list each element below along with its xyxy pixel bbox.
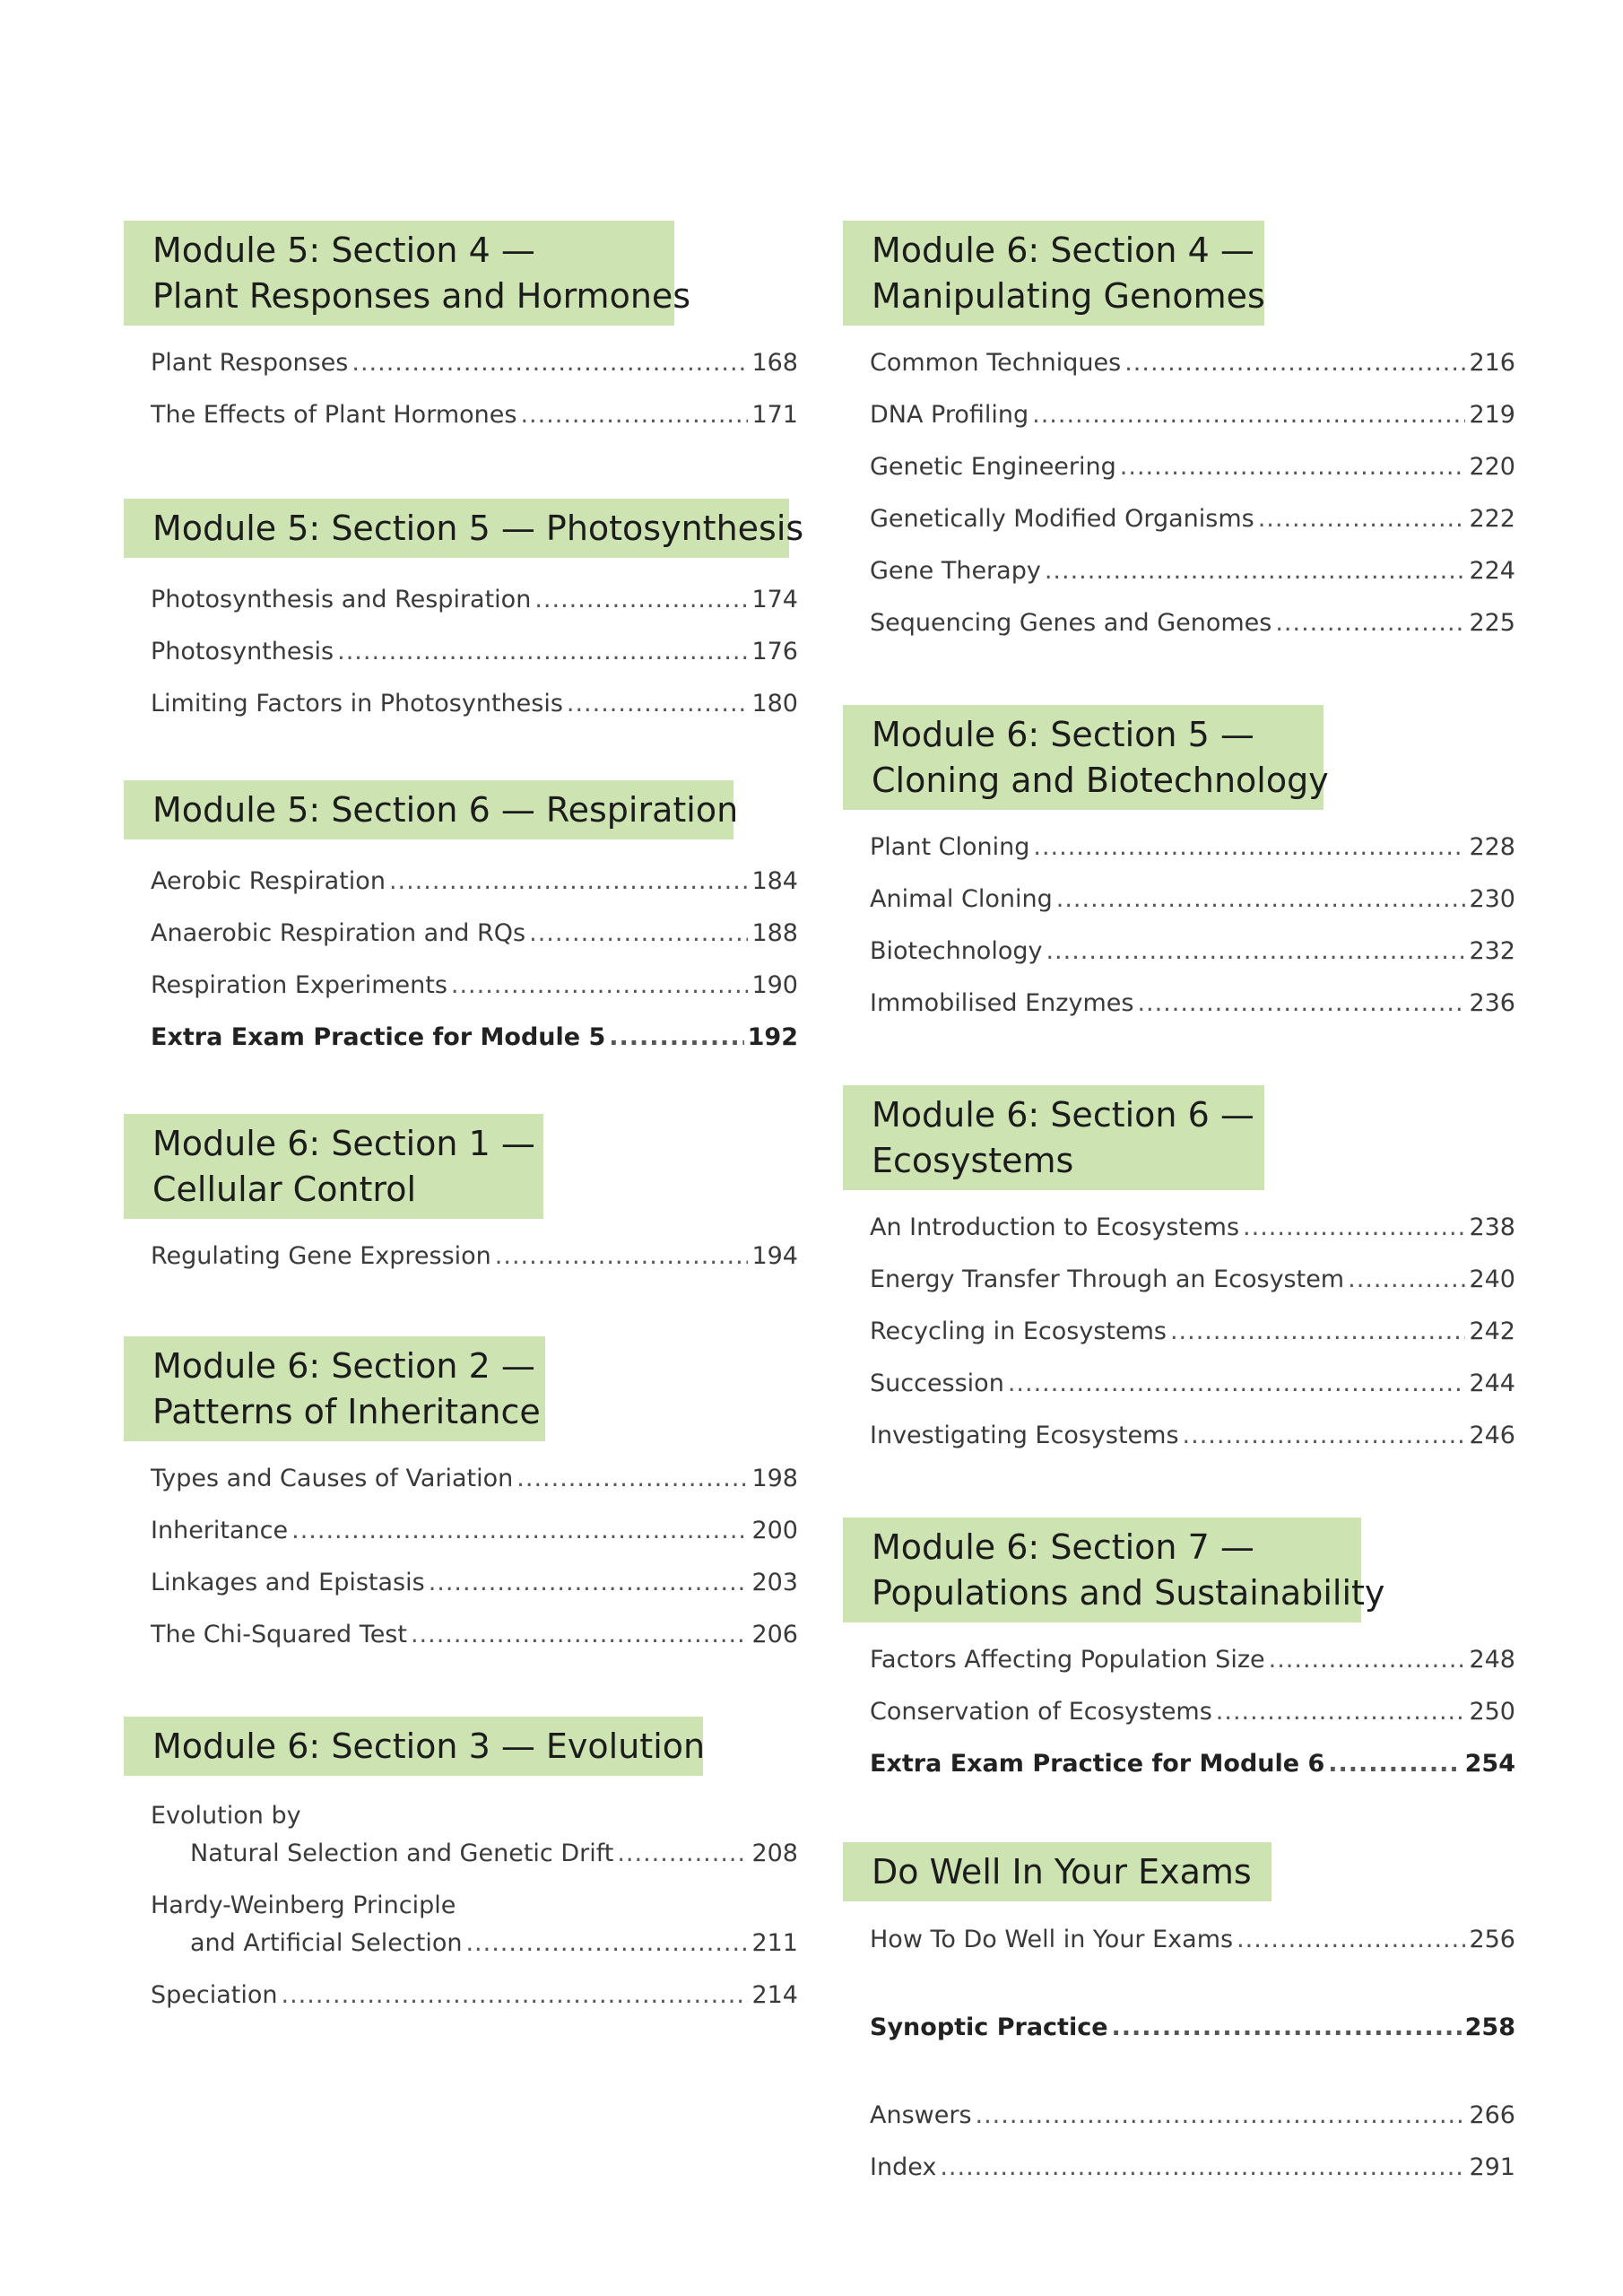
- entry-title: Immobilised Enzymes: [870, 989, 1134, 1017]
- entry-title: Types and Causes of Variation: [151, 1465, 514, 1492]
- toc-entry-chi-squared-test[interactable]: [151, 1616, 798, 1654]
- dot-leader: [1348, 1261, 1465, 1299]
- entry-page: 258: [1464, 2013, 1515, 2041]
- entry-page: 216: [1469, 349, 1515, 377]
- entry-page: 222: [1469, 505, 1515, 533]
- toc-entry-types-and-causes-of-variation[interactable]: [151, 1460, 798, 1498]
- section-header-line1: Module 5: Section 6 — Respiration: [152, 790, 739, 830]
- toc-entry-recycling-in-ecosystems[interactable]: [870, 1313, 1515, 1351]
- entry-title: Recycling in Ecosystems: [870, 1318, 1167, 1345]
- dot-leader: [1170, 1313, 1465, 1351]
- entry-title: Anaerobic Respiration and RQs: [151, 919, 526, 947]
- toc-entry-dna-profiling[interactable]: [870, 396, 1515, 434]
- dot-leader: [1056, 881, 1466, 918]
- section-header-do-well: [843, 1842, 1271, 1901]
- entry-page: 214: [751, 1981, 798, 2009]
- entry-title: Plant Cloning: [870, 833, 1030, 861]
- toc-entry-sequencing-genes[interactable]: [870, 604, 1515, 642]
- dot-leader: [1124, 344, 1465, 382]
- dot-leader: [1046, 933, 1465, 970]
- entry-page: 206: [751, 1621, 798, 1648]
- toc-entry-index[interactable]: [870, 2149, 1515, 2187]
- section-header-line2: Plant Responses and Hormones: [152, 276, 691, 316]
- entry-title: Answers: [870, 2101, 972, 2129]
- section-header-line2: Populations and Sustainability: [872, 1573, 1385, 1613]
- section-header-line2: Manipulating Genomes: [872, 276, 1265, 316]
- entry-page: 198: [751, 1465, 798, 1492]
- toc-entry-effects-of-plant-hormones[interactable]: [151, 396, 798, 434]
- section-header-m6s1: [124, 1114, 543, 1219]
- entry-page: 254: [1464, 1750, 1515, 1778]
- entry-title: Speciation: [151, 1981, 278, 2009]
- dot-leader: [529, 915, 748, 952]
- dot-leader: [1243, 1209, 1465, 1247]
- entry-title: Common Techniques: [870, 349, 1122, 377]
- entry-page: 242: [1469, 1318, 1515, 1345]
- entry-title: Extra Exam Practice for Module 6: [870, 1750, 1325, 1778]
- dot-leader: [609, 1019, 743, 1057]
- section-header-line1: Module 5: Section 4 —: [152, 230, 535, 270]
- toc-entry-photosynthesis-and-respiration[interactable]: [151, 581, 798, 619]
- entry-title: Limiting Factors in Photosynthesis: [151, 690, 563, 718]
- toc-entry-biotechnology[interactable]: [870, 933, 1515, 970]
- dot-leader: [520, 396, 748, 434]
- entry-page: 228: [1469, 833, 1515, 861]
- entry-title: Regulating Gene Expression: [151, 1242, 491, 1270]
- entry-page: 200: [751, 1517, 798, 1544]
- toc-entry-hardy-weinberg[interactable]: [151, 1887, 798, 1962]
- entry-title: DNA Profiling: [870, 401, 1029, 429]
- entry-title: The Effects of Plant Hormones: [151, 401, 517, 429]
- entry-title: Factors Affecting Population Size: [870, 1646, 1265, 1674]
- toc-entry-inheritance[interactable]: [151, 1512, 798, 1550]
- toc-entry-gm-organisms[interactable]: [870, 500, 1515, 538]
- section-header-line1: Module 6: Section 1 —: [152, 1124, 535, 1163]
- entry-title: The Chi-Squared Test: [151, 1621, 407, 1648]
- section-header-m6s4: [843, 221, 1264, 326]
- section-header-line1: Module 6: Section 6 —: [872, 1095, 1254, 1135]
- dot-leader: [429, 1564, 749, 1602]
- entry-title: Linkages and Epistasis: [151, 1569, 425, 1596]
- section-header-m6s7: [843, 1518, 1385, 1622]
- entry-page: 238: [1469, 1213, 1515, 1241]
- entry-title: Biotechnology: [870, 937, 1043, 965]
- entry-page: 188: [751, 919, 798, 947]
- entry-page: 232: [1469, 937, 1515, 965]
- dot-leader: [1032, 396, 1465, 434]
- entry-title: Animal Cloning: [870, 885, 1053, 913]
- entry-page: 230: [1469, 885, 1515, 913]
- dot-leader: [1216, 1693, 1466, 1731]
- dot-leader: [291, 1512, 748, 1550]
- entry-page: 244: [1469, 1370, 1515, 1397]
- toc-entry-gene-therapy[interactable]: [870, 552, 1515, 590]
- dot-leader: [1112, 2009, 1462, 2047]
- dot-leader: [617, 1835, 748, 1873]
- entry-title-line1: Hardy-Weinberg Principle: [151, 1892, 456, 1919]
- entry-page: 225: [1469, 609, 1515, 637]
- dot-leader: [1269, 1641, 1466, 1679]
- entry-page: 208: [751, 1839, 798, 1867]
- toc-entry-investigating-ecosystems[interactable]: [870, 1417, 1515, 1455]
- entry-title: Genetic Engineering: [870, 453, 1116, 481]
- entry-title: Genetically Modified Organisms: [870, 505, 1254, 533]
- dot-leader: [1183, 1417, 1466, 1455]
- section-header-line1: Do Well In Your Exams: [872, 1852, 1252, 1892]
- entry-page: 180: [751, 690, 798, 718]
- dot-leader: [1137, 985, 1465, 1022]
- toc-entry-regulating-gene-expression[interactable]: [151, 1238, 798, 1275]
- dot-leader: [495, 1238, 749, 1275]
- section-header-m5s6: [124, 780, 739, 839]
- section-header-line1: Module 6: Section 4 —: [872, 230, 1254, 270]
- section-header-m6s2: [124, 1336, 545, 1441]
- toc-entry-linkages-and-epistasis[interactable]: [151, 1564, 798, 1602]
- entry-title: Respiration Experiments: [151, 971, 447, 999]
- entry-page: 184: [751, 867, 798, 895]
- toc-entry-photosynthesis[interactable]: [151, 633, 798, 671]
- dot-leader: [1237, 1921, 1465, 1959]
- dot-leader: [516, 1460, 748, 1498]
- entry-title: Conservation of Ecosystems: [870, 1698, 1212, 1726]
- toc-entry-extra-exam-practice-m6[interactable]: [870, 1745, 1515, 1783]
- entry-page: 291: [1469, 2153, 1515, 2181]
- toc-entry-energy-transfer[interactable]: [870, 1261, 1515, 1299]
- entry-page: 250: [1469, 1698, 1515, 1726]
- toc-entry-plant-responses[interactable]: [151, 344, 798, 382]
- entry-page: 236: [1469, 989, 1515, 1017]
- dot-leader: [1328, 1745, 1461, 1783]
- entry-title: Index: [870, 2153, 937, 2181]
- entry-page: 174: [751, 586, 798, 613]
- dot-leader: [534, 581, 748, 619]
- section-header-m6s5: [843, 705, 1329, 810]
- toc-entry-succession[interactable]: [870, 1365, 1515, 1403]
- toc-entry-animal-cloning[interactable]: [870, 881, 1515, 918]
- section-header-line2: Ecosystems: [872, 1141, 1074, 1180]
- entry-page: 168: [751, 349, 798, 377]
- dot-leader: [1008, 1365, 1466, 1403]
- entry-page: 248: [1469, 1646, 1515, 1674]
- dot-leader: [1033, 829, 1465, 866]
- section-header-line1: Module 6: Section 2 —: [152, 1346, 535, 1386]
- entry-title: Plant Responses: [151, 349, 349, 377]
- toc-entry-evolution-by-natural-selection[interactable]: [151, 1797, 798, 1873]
- dot-leader: [352, 344, 748, 382]
- entry-page: 176: [751, 638, 798, 665]
- entry-page: 203: [751, 1569, 798, 1596]
- dot-leader: [976, 2097, 1466, 2135]
- section-header-line1: Module 6: Section 7 —: [872, 1527, 1254, 1567]
- toc-entry-factors-affecting-population[interactable]: [870, 1641, 1515, 1679]
- dot-leader: [940, 2149, 1465, 2187]
- dot-leader: [1258, 500, 1466, 538]
- entry-title: Succession: [870, 1370, 1004, 1397]
- entry-page: 194: [751, 1242, 798, 1270]
- entry-page: 246: [1469, 1422, 1515, 1449]
- toc-entry-common-techniques[interactable]: [870, 344, 1515, 382]
- section-header-m6s3: [124, 1717, 706, 1776]
- toc-entry-anaerobic-respiration[interactable]: [151, 915, 798, 952]
- entry-page: 211: [751, 1929, 798, 1957]
- entry-title: How To Do Well in Your Exams: [870, 1926, 1234, 1953]
- entry-page: 256: [1469, 1926, 1515, 1953]
- toc-entry-plant-cloning[interactable]: [870, 829, 1515, 866]
- section-header-m5s5: [124, 499, 804, 558]
- toc-entry-extra-exam-practice-m5[interactable]: [151, 1019, 798, 1057]
- toc-entry-genetic-engineering[interactable]: [870, 448, 1515, 486]
- dot-leader: [1275, 604, 1465, 642]
- toc-entry-synoptic-practice[interactable]: [870, 2009, 1515, 2047]
- toc-entry-conservation-of-ecosystems[interactable]: [870, 1693, 1515, 1731]
- section-header-line1: Module 5: Section 5 — Photosynthesis: [152, 509, 804, 548]
- section-header-line1: Module 6: Section 3 — Evolution: [152, 1726, 706, 1766]
- toc-entry-speciation[interactable]: [151, 1977, 798, 2014]
- toc-entry-answers[interactable]: [870, 2097, 1515, 2135]
- entry-page: 266: [1469, 2101, 1515, 2129]
- dot-leader: [567, 685, 749, 723]
- entry-title-line2: and Artificial Selection: [190, 1929, 463, 1957]
- entry-title: Synoptic Practice: [870, 2013, 1108, 2041]
- dot-leader: [451, 967, 749, 1004]
- dot-leader: [1045, 552, 1466, 590]
- entry-title: Photosynthesis: [151, 638, 334, 665]
- section-header-m6s6: [843, 1085, 1264, 1190]
- dot-leader: [465, 1925, 748, 1962]
- entry-title: Energy Transfer Through an Ecosystem: [870, 1265, 1345, 1293]
- entry-page: 219: [1469, 401, 1515, 429]
- entry-title: Photosynthesis and Respiration: [151, 586, 532, 613]
- entry-title: Investigating Ecosystems: [870, 1422, 1179, 1449]
- entry-page: 171: [751, 401, 798, 429]
- toc-entry-limiting-factors[interactable]: [151, 685, 798, 723]
- entry-title: An Introduction to Ecosystems: [870, 1213, 1240, 1241]
- entry-page: 192: [747, 1023, 798, 1051]
- entry-title: Sequencing Genes and Genomes: [870, 609, 1272, 637]
- toc-entry-intro-to-ecosystems[interactable]: [870, 1209, 1515, 1247]
- toc-entry-immobilised-enzymes[interactable]: [870, 985, 1515, 1022]
- dot-leader: [411, 1616, 749, 1654]
- dot-leader: [389, 863, 749, 900]
- section-header-line2: Cloning and Biotechnology: [872, 761, 1329, 800]
- toc-entry-respiration-experiments[interactable]: [151, 967, 798, 1004]
- entry-title: Inheritance: [151, 1517, 289, 1544]
- toc-entry-how-to-do-well[interactable]: [870, 1921, 1515, 1959]
- entry-page: 240: [1469, 1265, 1515, 1293]
- dot-leader: [337, 633, 748, 671]
- section-header-line1: Module 6: Section 5 —: [872, 715, 1254, 754]
- section-header-line2: Cellular Control: [152, 1170, 417, 1209]
- toc-entry-aerobic-respiration[interactable]: [151, 863, 798, 900]
- dot-leader: [282, 1977, 749, 2014]
- entry-title: Aerobic Respiration: [151, 867, 386, 895]
- entry-title: Gene Therapy: [870, 557, 1041, 585]
- section-header-m5s4: [124, 221, 691, 326]
- entry-title-line1: Evolution by: [151, 1802, 301, 1830]
- entry-title-line2: Natural Selection and Genetic Drift: [190, 1839, 614, 1867]
- entry-page: 224: [1469, 557, 1515, 585]
- entry-title: Extra Exam Practice for Module 5: [151, 1023, 606, 1051]
- dot-leader: [1120, 448, 1466, 486]
- entry-page: 190: [751, 971, 798, 999]
- section-header-line2: Patterns of Inheritance: [152, 1392, 541, 1431]
- entry-page: 220: [1469, 453, 1515, 481]
